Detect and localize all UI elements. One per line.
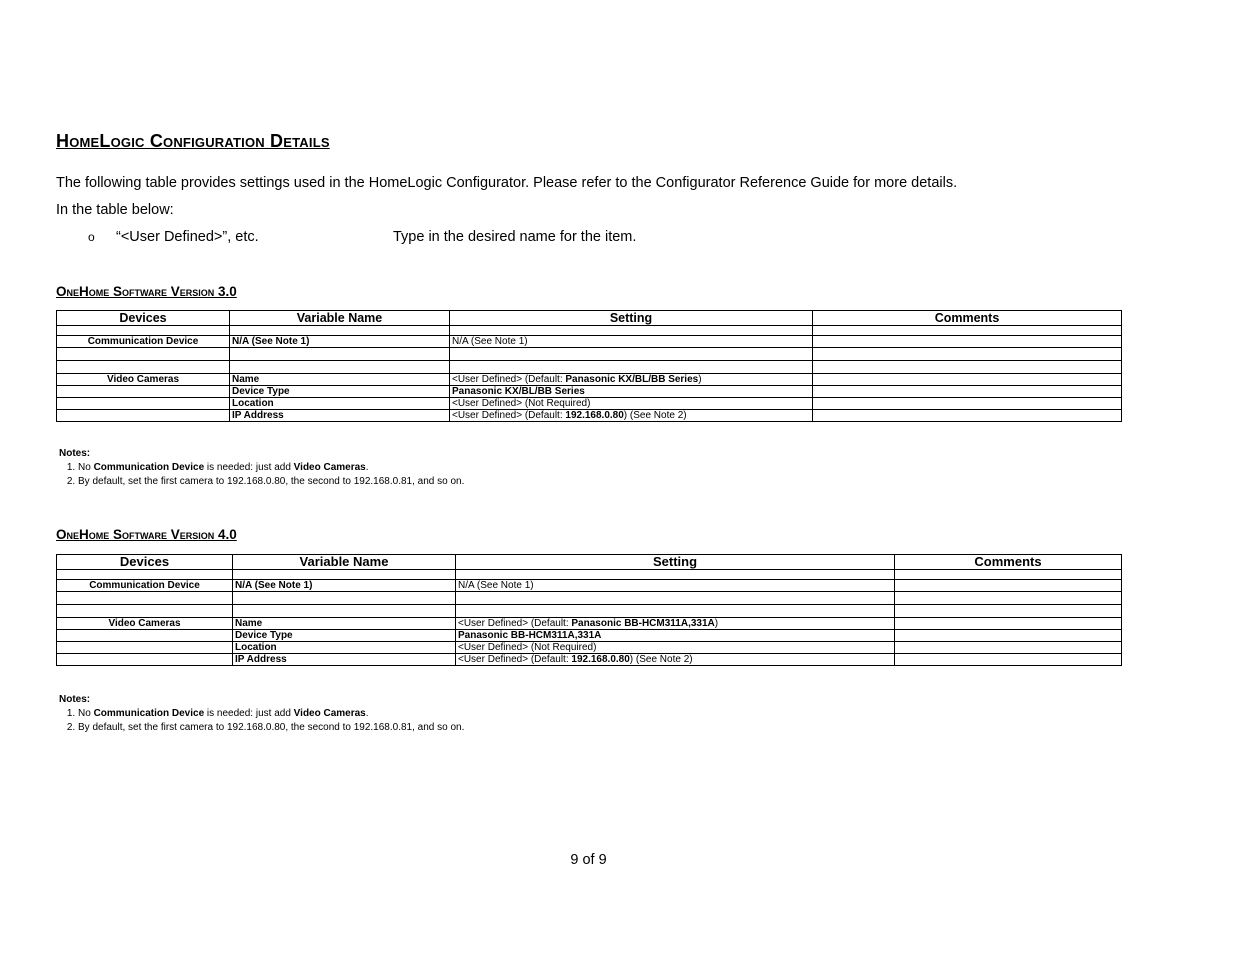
table-intro-label: In the table below: <box>56 202 174 218</box>
table-header-row <box>57 555 1122 570</box>
notes-title: Notes: <box>59 694 91 705</box>
table-row <box>57 592 1122 605</box>
table-row <box>57 605 1122 618</box>
variable-cell: N/A (See Note 1) <box>230 336 450 348</box>
table-row <box>57 348 1122 361</box>
table-row <box>57 654 1122 666</box>
comments-cell <box>895 642 1122 654</box>
page-title: HomeLogic Configuration Details <box>56 131 330 151</box>
note-item: 2. By default, set the first camera to 192.168.0.80, the second to 192.168.0.81, and so on. <box>78 721 464 735</box>
variable-cell: IP Address <box>230 410 450 422</box>
config-table-v3 <box>56 310 1122 422</box>
setting-cell: N/A (See Note 1) <box>456 580 895 592</box>
variable-cell: Name <box>230 374 450 386</box>
table-row <box>57 361 1122 374</box>
table-row <box>57 580 1122 592</box>
variable-cell: Device Type <box>230 386 450 398</box>
table-row <box>57 410 1122 422</box>
col-header-setting: Setting <box>450 311 813 326</box>
setting-cell: <User Defined> (Default: Panasonic KX/BL/BB Series) <box>450 374 813 386</box>
config-table-v4 <box>56 554 1122 666</box>
variable-cell: Location <box>233 642 456 654</box>
setting-cell: <User Defined> (Not Required) <box>450 398 813 410</box>
col-header-devices: Devices <box>57 311 230 326</box>
device-cell <box>57 386 230 398</box>
notes-v3 <box>59 447 464 489</box>
comments-cell <box>895 618 1122 630</box>
section-heading-v3: OneHome Software Version 3.0 <box>56 284 237 299</box>
note-item: 1. No Communication Device is needed: just add Video Cameras. <box>78 707 464 721</box>
table-row <box>57 398 1122 410</box>
comments-cell <box>813 410 1122 422</box>
variable-cell: Location <box>230 398 450 410</box>
bullet-mark: o <box>88 230 95 244</box>
setting-cell: <User Defined> (Default: Panasonic BB-HCM311A,331A) <box>456 618 895 630</box>
device-cell: Video Cameras <box>57 374 230 386</box>
device-cell <box>57 654 233 666</box>
table-header-row <box>57 311 1122 326</box>
table-row <box>57 618 1122 630</box>
col-header-devices: Devices <box>57 555 233 570</box>
table-row <box>57 570 1122 580</box>
setting-cell: N/A (See Note 1) <box>450 336 813 348</box>
table-row <box>57 630 1122 642</box>
section-heading-v4: OneHome Software Version 4.0 <box>56 527 237 542</box>
col-header-variable: Variable Name <box>233 555 456 570</box>
device-cell: Communication Device <box>57 580 233 592</box>
comments-cell <box>813 374 1122 386</box>
page-number: 9 of 9 <box>570 852 607 868</box>
device-cell: Video Cameras <box>57 618 233 630</box>
col-header-setting: Setting <box>456 555 895 570</box>
device-cell <box>57 410 230 422</box>
col-header-comments: Comments <box>813 311 1122 326</box>
variable-cell: Device Type <box>233 630 456 642</box>
note-item: 1. No Communication Device is needed: just add Video Cameras. <box>78 461 464 475</box>
bullet-term: “<User Defined>”, etc. <box>116 229 259 245</box>
setting-cell: <User Defined> (Not Required) <box>456 642 895 654</box>
notes-title: Notes: <box>59 448 91 459</box>
comments-cell <box>895 580 1122 592</box>
col-header-variable: Variable Name <box>230 311 450 326</box>
table-row <box>57 386 1122 398</box>
table-row <box>57 374 1122 386</box>
setting-cell: Panasonic KX/BL/BB Series <box>450 386 813 398</box>
intro-paragraph: The following table provides settings used in the HomeLogic Configurator. Please refer to the Configurator Reference Guide for more details. <box>56 175 958 191</box>
comments-cell <box>895 630 1122 642</box>
comments-cell <box>813 398 1122 410</box>
bullet-description: Type in the desired name for the item. <box>393 229 637 245</box>
setting-cell: <User Defined> (Default: 192.168.0.80) (See Note 2) <box>450 410 813 422</box>
device-cell <box>57 630 233 642</box>
col-header-comments: Comments <box>895 555 1122 570</box>
variable-cell: IP Address <box>233 654 456 666</box>
comments-cell <box>813 386 1122 398</box>
device-cell <box>57 642 233 654</box>
note-item: 2. By default, set the first camera to 192.168.0.80, the second to 192.168.0.81, and so on. <box>78 475 464 489</box>
setting-cell: <User Defined> (Default: 192.168.0.80) (See Note 2) <box>456 654 895 666</box>
table-row <box>57 326 1122 336</box>
notes-v4 <box>59 693 464 735</box>
setting-cell: Panasonic BB-HCM311A,331A <box>456 630 895 642</box>
comments-cell <box>895 654 1122 666</box>
device-cell: Communication Device <box>57 336 230 348</box>
variable-cell: N/A (See Note 1) <box>233 580 456 592</box>
comments-cell <box>813 336 1122 348</box>
table-row <box>57 642 1122 654</box>
device-cell <box>57 398 230 410</box>
table-row <box>57 336 1122 348</box>
variable-cell: Name <box>233 618 456 630</box>
